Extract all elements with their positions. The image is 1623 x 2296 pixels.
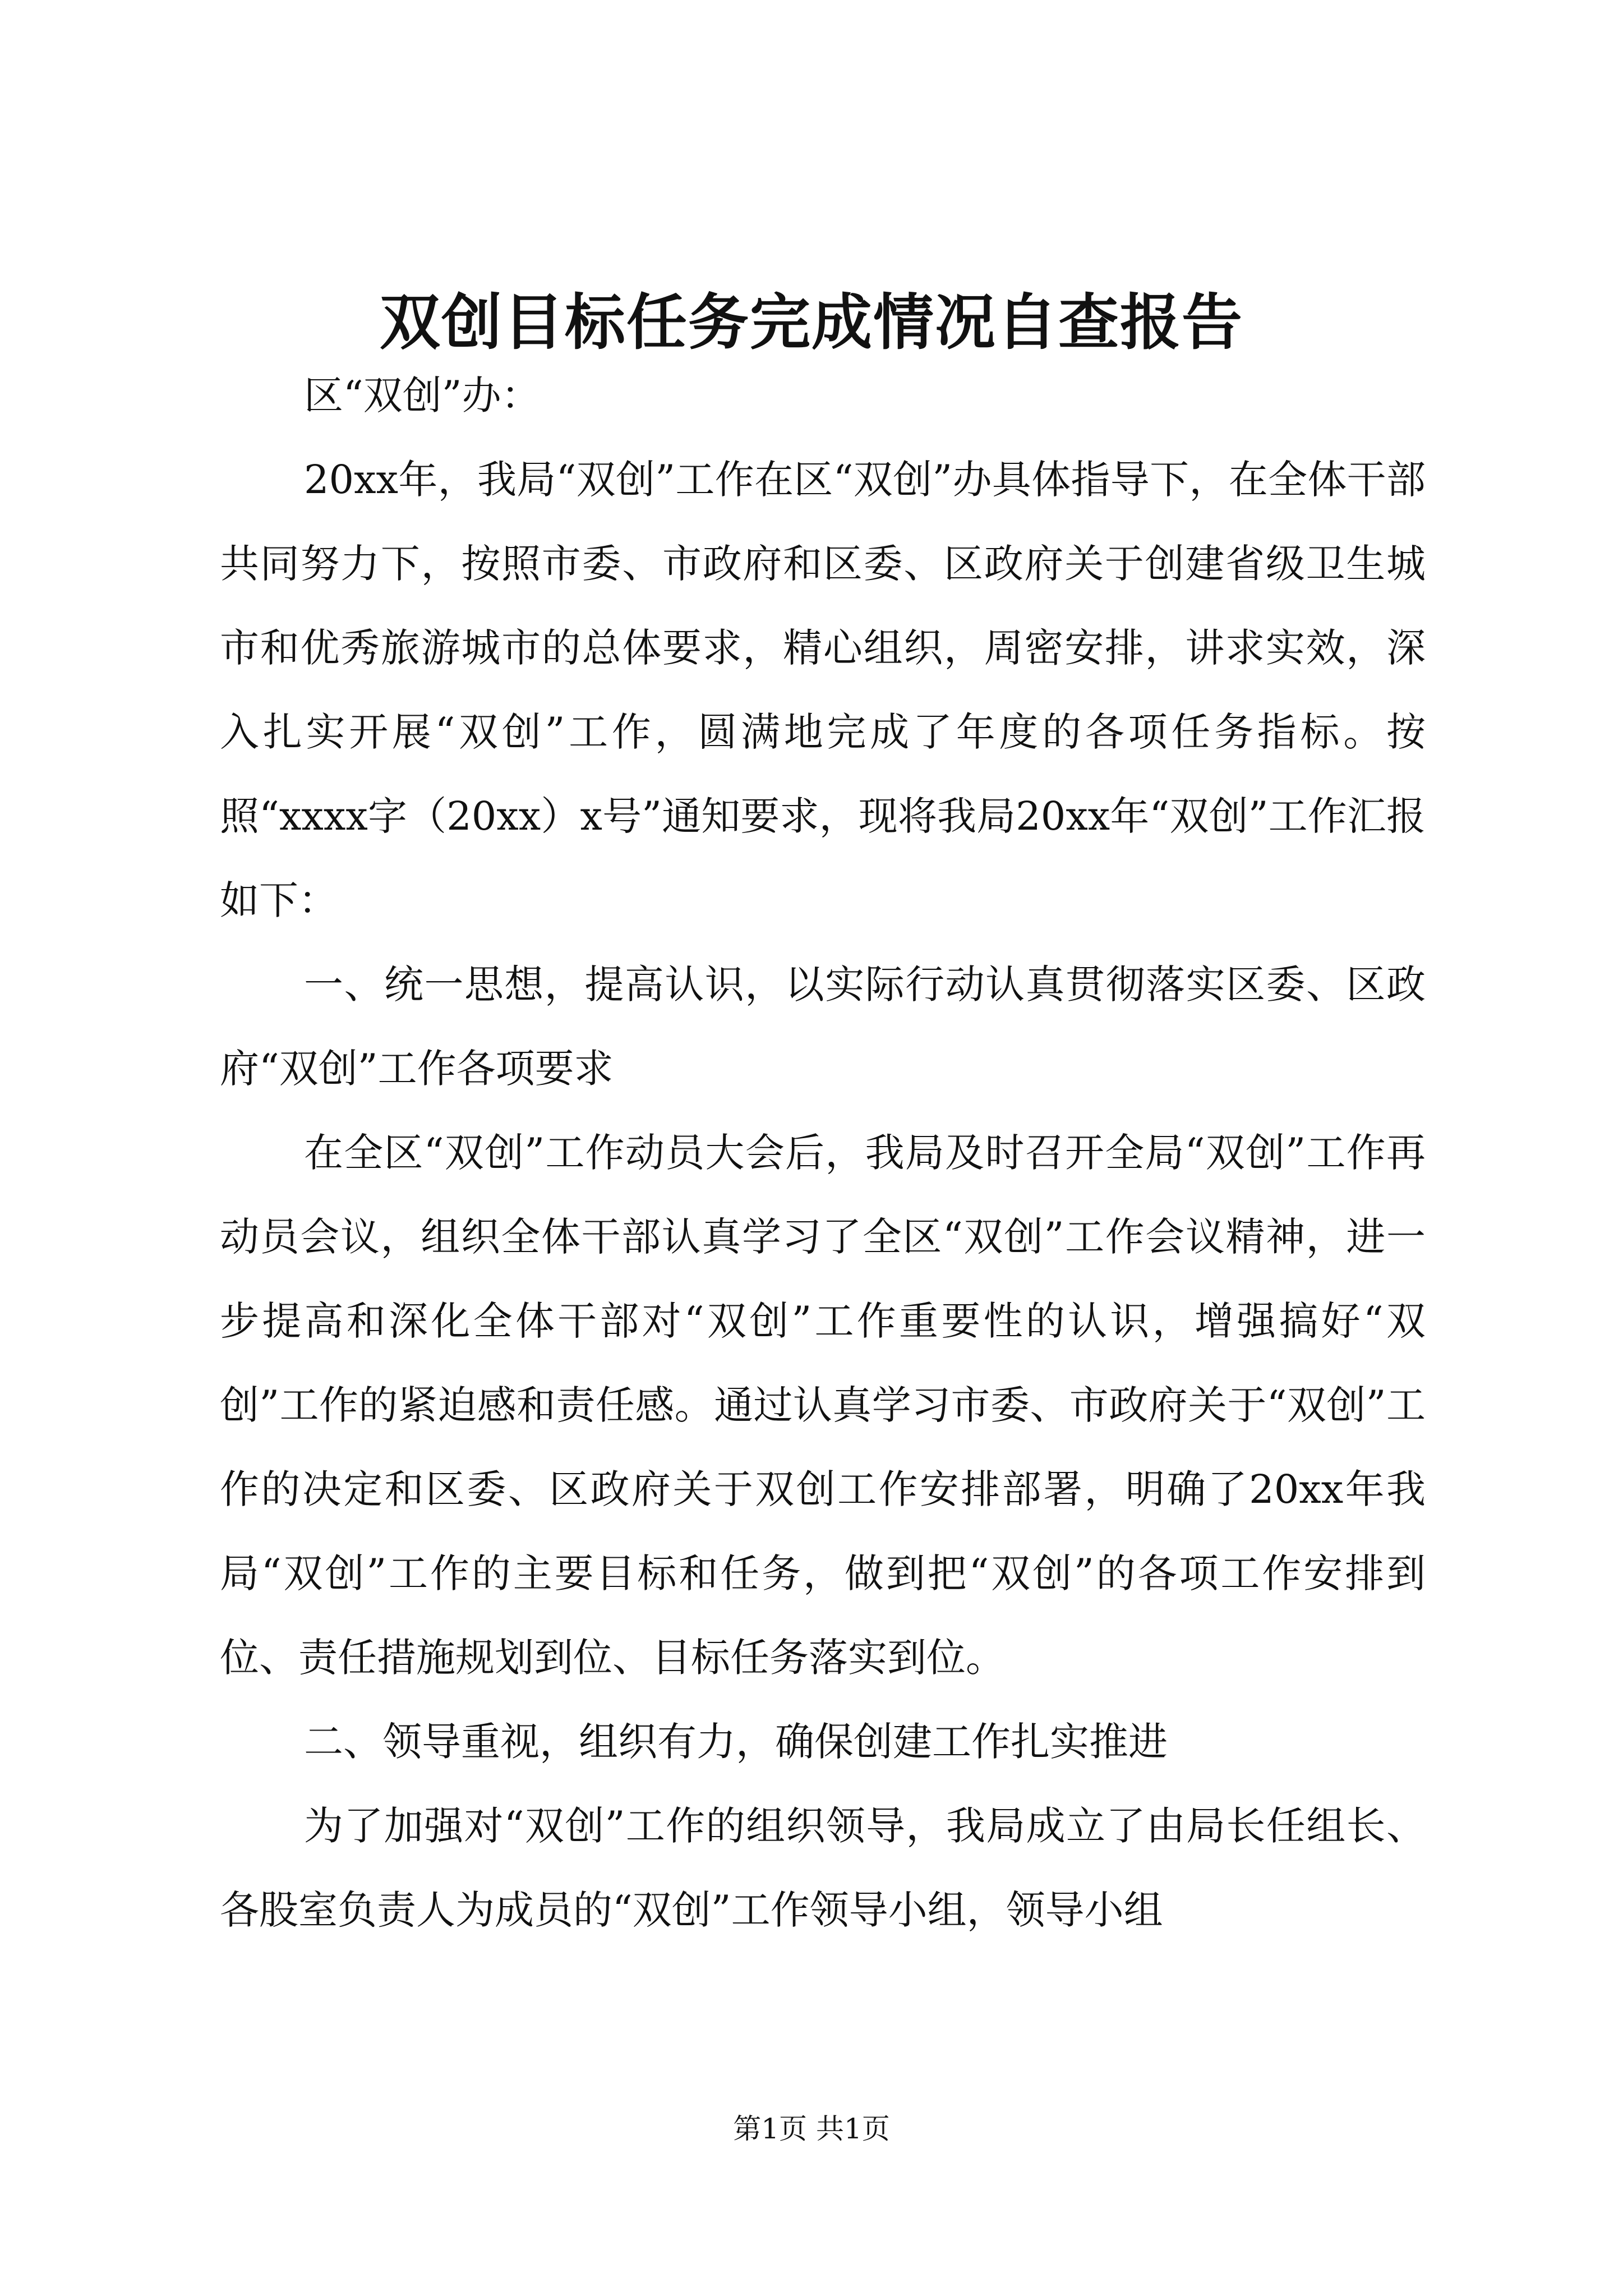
document-title: 双创目标任务完成情况自查报告: [379, 287, 1243, 358]
section-1-paragraph: 在全区“双创”工作动员大会后，我局及时召开全局“双创”工作再动员会议，组织全体干部认真学习了全区“双创”工作会议精神，进一步提高和深化全体干部对“双创”工作重要性的认识，增强搞好“双创”工作的紧迫感和责任感。通过认真学习市委、市政府关于“双创”工作的决定和区委、区政府关于双创工作安排部署，明确了20xx年我局“双创”工作的主要目标和任务，做到把“双创”的各项工作安排到位、责任措施规划到位、目标任务落实到位。: [220, 1130, 1426, 1681]
section-2-paragraph: 为了加强对“双创”工作的组织领导，我局成立了由局长任组长、各股室负责人为成员的“双创”工作领导小组，领导小组: [220, 1803, 1426, 1933]
section-heading-2: 二、领导重视，组织有力，确保创建工作扎实推进: [304, 1719, 1168, 1765]
section-heading-1: 一、统一思想，提高认识，以实际行动认真贯彻落实区委、区政府“双创”工作各项要求: [220, 961, 1426, 1092]
intro-paragraph: 20xx年，我局“双创”工作在区“双创”办具体指导下，在全体干部共同努力下，按照市委、市政府和区委、区政府关于创建省级卫生城市和优秀旅游城市的总体要求，精心组织，周密安排，讲求实效，深入扎实开展“双创”工作，圆满地完成了年度的各项任务指标。按照“xxxx字（20xx）x号”通知要求，现将我局20xx年“双创”工作汇报如下：: [220, 457, 1426, 923]
page-footer: 第1页 共1页: [733, 2113, 890, 2145]
salutation-paragraph: 区“双创”办：: [304, 372, 541, 418]
document-body: [220, 353, 1426, 1952]
